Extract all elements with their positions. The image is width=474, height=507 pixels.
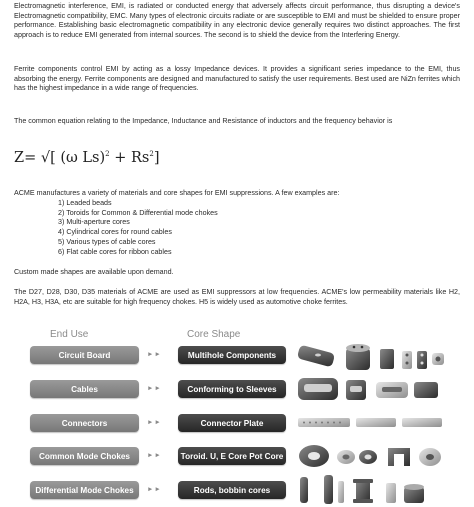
end-use-connectors: Connectors — [30, 414, 139, 432]
formula-part: ] — [153, 150, 160, 166]
arrow-icon: ►► — [147, 385, 162, 392]
connector-plate-image — [296, 412, 446, 434]
arrow-icon: ►► — [147, 486, 162, 493]
multihole-components-image — [296, 339, 446, 373]
list-item: 1) Leaded beads — [58, 199, 112, 207]
intro-paragraph: Electromagnetic interference, EMI, is radiated or conducted energy that adversely affects circuit performance, thus disrupting a device's Electromagnetic compatibility, EMC. Many types of electronic circuits radiate or are susceptible to EMI and must be shielded to ensure proper performance. Establishing basic electromagnetic compatibility in any electronic device generally requires two distinct approaches. The first approach is to reduce EMI generated from internal sources. The second is to shield the device from the Interfering Energy. — [14, 2, 460, 40]
core-shape-toroid: Toroid. U, E Core Pot Core — [178, 447, 286, 465]
formula-exponent: 2 — [149, 150, 154, 159]
core-shape-sleeves: Conforming to Sleeves — [178, 380, 286, 398]
cable-sleeves-image — [296, 374, 446, 404]
ferrite-paragraph: Ferrite components control EMI by acting as a lossy Impedance devices. It provides a significant series impedance to the EMI, thus absorbing the energy. Ferrite components are designed and manufactured to satisfy the user requirements. Best used are NiZn ferrites which has the highest impedance in a wide range of frequencies. — [14, 65, 460, 93]
formula-exponent: 2 — [105, 150, 110, 159]
list-item: 3) Multi-aperture cores — [58, 218, 130, 227]
arrow-icon: ►► — [147, 452, 162, 459]
acme-intro-paragraph: ACME manufactures a variety of materials and core shapes for EMI suppressions. A few examples are: — [14, 189, 340, 197]
list-item: 2) Toroids for Common & Differential mode chokes — [58, 208, 218, 217]
rods-bobbin-image — [296, 473, 446, 506]
arrow-icon: ►► — [147, 351, 162, 358]
core-shape-rods: Rods, bobbin cores — [178, 481, 286, 499]
formula-part: + Rs — [109, 150, 150, 166]
end-use-differential-mode-chokes: Differential Mode Chokes — [30, 481, 139, 499]
end-use-circuit-board: Circuit Board — [30, 346, 139, 364]
end-use-common-mode-chokes: Common Mode Chokes — [30, 447, 139, 465]
core-shape-connector-plate: Connector Plate — [178, 414, 286, 432]
core-shape-multihole: Multihole Components — [178, 346, 286, 364]
list-item: 5) Various types of cable cores — [58, 237, 156, 246]
toroid-cores-image — [296, 442, 446, 470]
core-shape-header: Core Shape — [187, 329, 241, 340]
end-use-header: End Use — [50, 329, 89, 340]
materials-paragraph: The D27, D28, D30, D35 materials of ACME are used as EMI suppressors at low frequencies. ACME's low permeability materials like H2, H2A, H3, H3A, etc are suitable for high frequency chokes. H5 is widely used as automotive choke ferrites. — [14, 288, 460, 306]
list-item: 4) Cylindrical cores for round cables — [58, 228, 172, 237]
equation-intro-paragraph: The common equation relating to the Impedance, Inductance and Resistance of inductors and the frequency behavior is — [14, 117, 393, 125]
end-use-cables: Cables — [30, 380, 139, 398]
formula-part: Z= √[ (ω Ls) — [14, 150, 106, 166]
impedance-formula — [14, 150, 160, 166]
list-item: 6) Flat cable cores for ribbon cables — [58, 247, 172, 256]
arrow-icon: ►► — [147, 419, 162, 426]
custom-paragraph: Custom made shapes are available upon demand. — [14, 268, 174, 276]
examples-list — [58, 199, 218, 257]
